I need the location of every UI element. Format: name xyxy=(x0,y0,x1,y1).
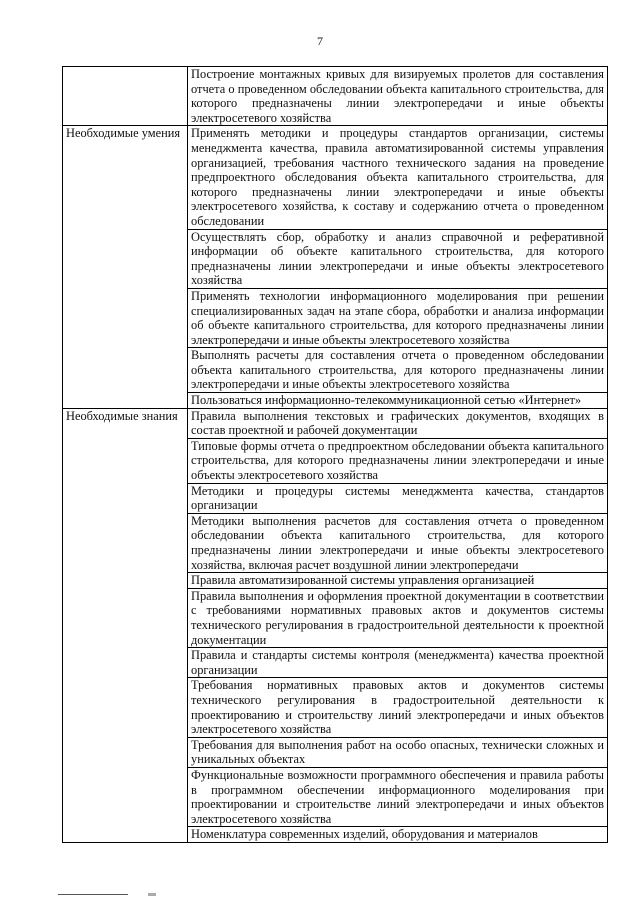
requirement-item: Функциональные возможности программного обеспечения и правила работы в программном обеспечении информационного моделирования при проектировании и строительстве линий электропередачи и иных объектов электросетевого хозяйства xyxy=(188,767,608,826)
requirement-item: Построение монтажных кривых для визируемых пролетов для составления отчета о проведенном обследовании объекта капитального строительства, для которого предназначены линии электропередачи и иные объекты электросетевого хозяйства xyxy=(188,67,608,126)
requirement-item: Требования для выполнения работ на особо опасных, технически сложных и уникальных объектах xyxy=(188,737,608,767)
requirement-item: Требования нормативных правовых актов и документов системы технического регулирования в градостроительной деятельности к проектированию и строительству линий электропередачи и иных объектов электросетевого хозяйства xyxy=(188,678,608,737)
requirement-item: Правила и стандарты системы контроля (менеджмента) качества проектной организации xyxy=(188,648,608,678)
row-label-knowledge: Необходимые знания xyxy=(63,408,188,842)
footer-rule xyxy=(58,894,128,895)
requirement-item: Типовые формы отчета о предпроектном обследовании объекта капитального строительства, для которого предназначены линии электропередачи и иные объекты электросетевого хозяйства xyxy=(188,438,608,483)
row-label-cell xyxy=(63,67,188,126)
footer-mark xyxy=(148,893,156,896)
requirement-item: Правила выполнения и оформления проектной документации в соответствии с требованиями нормативных правовых актов и документов системы технического регулирования в градостроительной деятельности к проектной документации xyxy=(188,588,608,647)
requirement-item: Методики и процедуры системы менеджмента качества, стандартов организации xyxy=(188,483,608,513)
requirement-item: Номенклатура современных изделий, оборудования и материалов xyxy=(188,827,608,843)
table-row xyxy=(63,126,608,229)
table-row xyxy=(63,408,608,438)
requirement-item: Применять технологии информационного моделирования при решении специализированных задач на этапе сбора, обработки и анализа информации об объекте капитального строительства, для которого предназначены линии электропередачи и иные объекты электросетевого хозяйства xyxy=(188,288,608,347)
requirement-item: Применять методики и процедуры стандартов организации, системы менеджмента качества, правила автоматизированной системы управления организацией, требования частного технического задания на проведение предпроектного обследования объекта капитального строительства, для которого предназначены линии электропередачи и иные объекты электросетевого хозяйства, к составу и содержанию отчета о проведенном обследовании xyxy=(188,126,608,229)
requirement-item: Правила автоматизированной системы управления организацией xyxy=(188,573,608,589)
requirement-item: Правила выполнения текстовых и графических документов, входящих в состав проектной и рабочей документации xyxy=(188,408,608,438)
requirement-item: Методики выполнения расчетов для составления отчета о проведенном обследовании объекта капитального строительства, для которого предназначены линии электропередачи и иные объекты электросетевого хозяйства, включая расчет воздушной линии электропередачи xyxy=(188,513,608,572)
table-row xyxy=(63,67,608,126)
requirement-item: Осуществлять сбор, обработку и анализ справочной и реферативной информации об объекте капитального строительства, для которого предназначены линии электропередачи и иные объекты электросетевого хозяйства xyxy=(188,229,608,288)
requirement-item: Выполнять расчеты для составления отчета о проведенном обследовании объекта капитального строительства, для которого предназначены линии электропередачи и иные объекты электросетевого хозяйства xyxy=(188,348,608,393)
requirement-item: Пользоваться информационно-телекоммуникационной сетью «Интернет» xyxy=(188,393,608,409)
page-number: 7 xyxy=(317,34,323,48)
row-label-skills: Необходимые умения xyxy=(63,126,188,408)
requirements-table xyxy=(62,66,608,843)
